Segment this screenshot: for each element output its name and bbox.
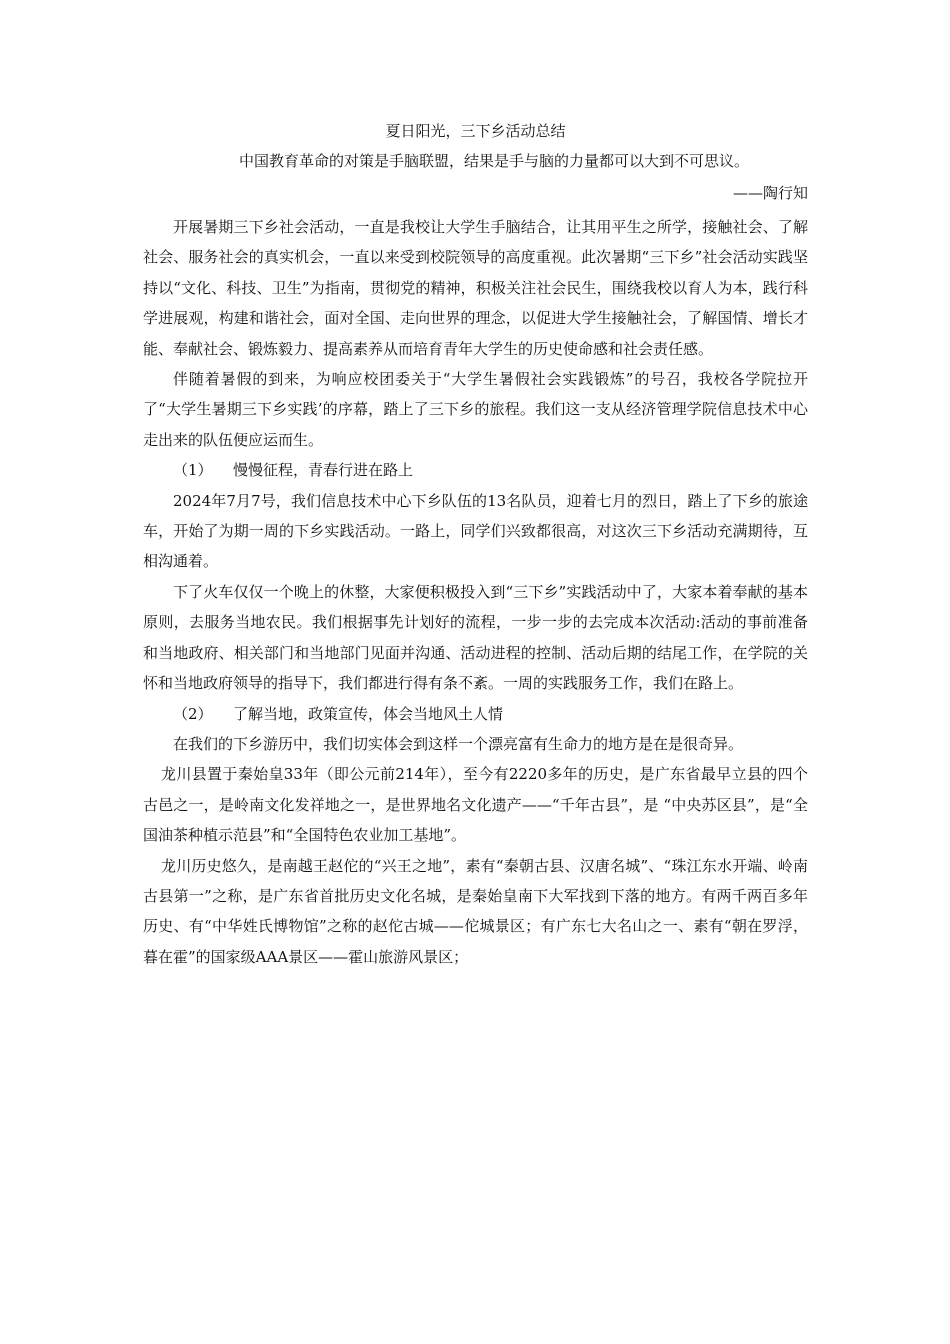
section-number-2: （2） bbox=[173, 704, 213, 723]
paragraph-journey: 2024年7月7号，我们信息技术中心下乡队伍的13名队员，迎着七月的烈日，踏上了下乡的旅途车，开始了为期一周的下乡实践活动。一路上，同学们兴致都很高，对这次三下乡活动充满期待，互相沟通着。 bbox=[143, 491, 808, 571]
document-page bbox=[143, 118, 808, 972]
paragraph-intro: 开展暑期三下乡社会活动，一直是我校让大学生手脑结合，让其用平生之所学，接触社会、了解社会、服务社会的真实机会，一直以来受到校院领导的高度重视。此次暑期“三下乡”社会活动实践坚持以“文化、科技、卫生”为指南，贯彻党的精神，积极关注社会民生，围绕我校以育人为本，践行科学进展观，构建和谐社会，面对全国、走向世界的理念，以促进大学生接触社会，了解国情、增长才能、奉献社会、锻炼毅力、提高素养从而培育青年大学生的历史使命感和社会责任感。 bbox=[143, 218, 808, 358]
section-heading-1 bbox=[143, 455, 808, 485]
section-number-1: （1） bbox=[173, 461, 213, 480]
section-title-1: 慢慢征程，青春行进在路上 bbox=[233, 461, 414, 480]
section-title-2: 了解当地，政策宣传，体会当地风土人情 bbox=[233, 704, 504, 723]
epigraph-attribution: ——陶行知 bbox=[732, 184, 808, 202]
document-title: 夏日阳光，三下乡活动总结 bbox=[385, 122, 566, 140]
paragraph-impression: 在我们的下乡游历中，我们切实体会到这样一个漂亮富有生命力的地方是在是很奇异。 bbox=[173, 734, 744, 753]
section-heading-2 bbox=[143, 699, 808, 729]
paragraph-background: 伴随着暑假的到来，为响应校团委关于“大学生暑假社会实践锻炼”的号召，我校各学院拉开了“大学生暑期三下乡实践’的序幕，踏上了三下乡的旅程。我们这一支从经济管理学院信息技术中心走出来的队伍便应运而生。 bbox=[143, 370, 808, 449]
paragraph-county-culture: 龙川历史悠久，是南越王赵佗的“兴王之地”，素有“秦朝古县、汉唐名城”、“珠江东水开端、岭南古县第一”之称，是广东省首批历史文化名城，是秦始皇南下大军找到下落的地方。有两千两百多年历史、有“中华姓氏博物馆”之称的赵佗古城——佗城景区；有广东七大名山之一、素有“朝在罗浮，暮在霍”的国家级AAA景区——霍山旅游风景区； bbox=[143, 856, 808, 966]
epigraph-quote: 中国教育革命的对策是手脑联盟，结果是手与脑的力量都可以大到不可思议。 bbox=[239, 152, 750, 170]
paragraph-county-history: 龙川县置于秦始皇33年（即公元前214年），至今有2220多年的历史，是广东省最早立县的四个古邑之一，是岭南文化发祥地之一，是世界地名文化遗产——“千年古县”，是 “中央苏区县”，是“全国油茶种植示范县”和“全国特色农业加工基地”。 bbox=[143, 765, 808, 845]
paragraph-activities: 下了火车仅仅一个晚上的休整，大家便积极投入到“三下乡”实践活动中了，大家本着奉献的基本原则，去服务当地农民。我们根据事先计划好的流程，一步一步的去完成本次活动:活动的事前准备和当地政府、相关部门和当地部门见面并沟通、活动进程的控制、活动后期的结尾工作，在学院的关怀和当地政府领导的指导下，我们都进行得有条不紊。一周的实践服务工作，我们在路上。 bbox=[143, 582, 808, 693]
